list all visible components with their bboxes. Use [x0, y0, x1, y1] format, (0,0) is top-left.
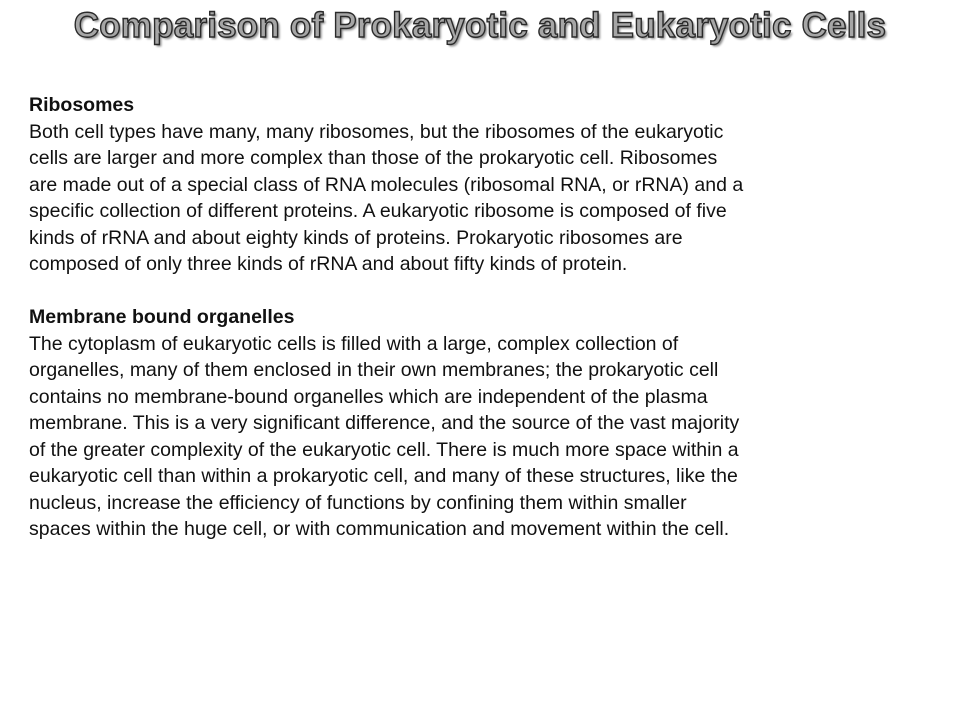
- text-line: composed of only three kinds of rRNA and about fifty kinds of protein.: [29, 253, 628, 275]
- text-line: organelles, many of them enclosed in their own membranes; the prokaryotic cell: [29, 359, 719, 381]
- text-line: of the greater complexity of the eukaryotic cell. There is much more space within a: [29, 438, 739, 461]
- text-line: eukaryotic cell than within a prokaryotic cell, and many of these structures, like the: [29, 465, 738, 487]
- section-body: [29, 119, 934, 278]
- section-heading: Ribosomes: [29, 94, 135, 116]
- text-line: Both cell types have many, many ribosomes, but the ribosomes of the eukaryotic: [29, 120, 724, 143]
- section-membrane-bound-organelles: [29, 304, 934, 543]
- text-line: kinds of rRNA and about eighty kinds of proteins. Prokaryotic ribosomes are: [29, 226, 683, 249]
- page-title: Comparison of Prokaryotic and Eukaryotic Cells: [73, 6, 887, 45]
- text-line: cells are larger and more complex than those of the prokaryotic cell. Ribosomes: [29, 147, 718, 169]
- text-line: The cytoplasm of eukaryotic cells is filled with a large, complex collection of: [29, 332, 679, 355]
- text-line: membrane. This is a very significant difference, and the source of the vast majority: [29, 412, 740, 434]
- section-body: [29, 331, 934, 543]
- text-line: contains no membrane-bound organelles which are independent of the plasma: [29, 385, 708, 408]
- text-line: spaces within the huge cell, or with communication and movement within the cell.: [29, 518, 730, 540]
- text-line: specific collection of different proteins. A eukaryotic ribosome is composed of five: [29, 200, 727, 222]
- text-line: nucleus, increase the efficiency of functions by confining them within smaller: [29, 491, 687, 514]
- section-ribosomes: [29, 92, 934, 278]
- section-heading: Membrane bound organelles: [29, 306, 295, 328]
- slide-content: [29, 92, 934, 569]
- text-line: are made out of a special class of RNA molecules (ribosomal RNA, or rRNA) and a: [29, 173, 744, 196]
